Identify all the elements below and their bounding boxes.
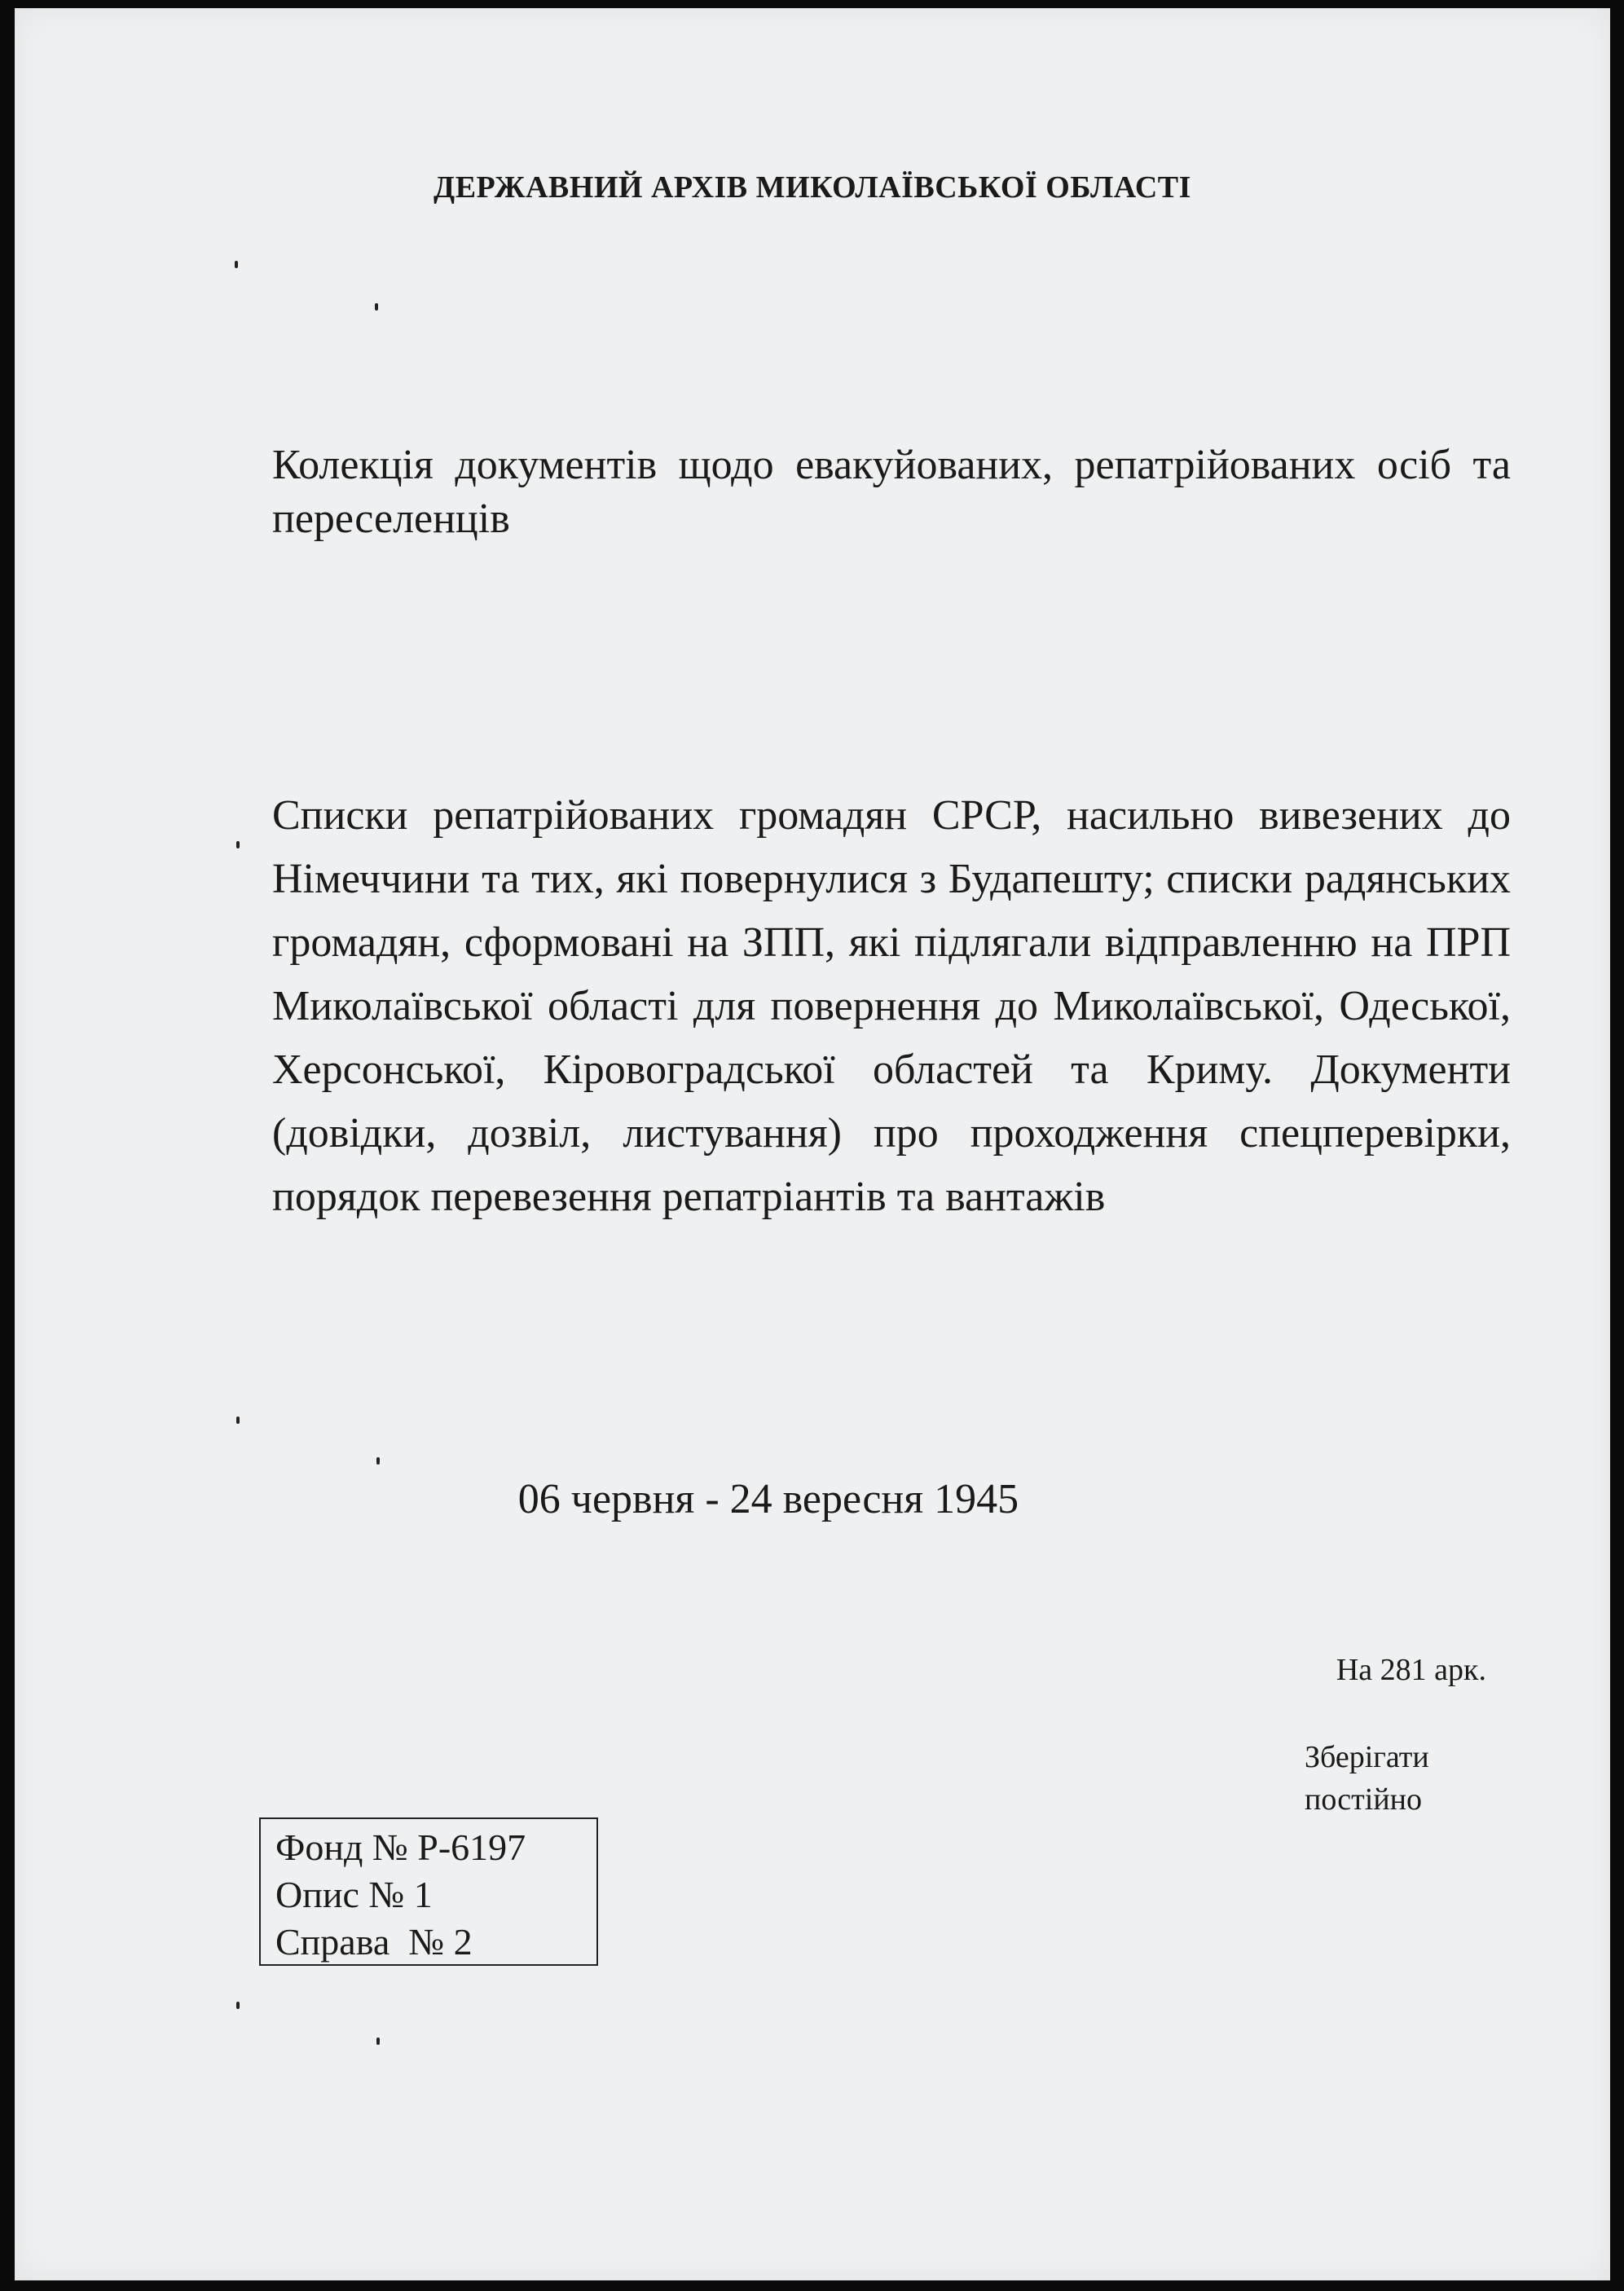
margin-speck <box>235 261 238 268</box>
sprava-number: Справа № 2 <box>275 1921 473 1963</box>
retention-line-1: Зберігати <box>1305 1740 1429 1774</box>
archive-header: ДЕРЖАВНИЙ АРХІВ МИКОЛАЇВСЬКОЇ ОБЛАСТІ <box>434 170 1191 205</box>
margin-speck <box>376 1457 380 1465</box>
opys-number: Опис № 1 <box>275 1874 433 1915</box>
margin-speck <box>375 303 378 311</box>
margin-speck <box>236 2002 240 2009</box>
margin-speck <box>236 1416 240 1424</box>
retention-line-2: постійно <box>1305 1782 1422 1817</box>
date-range: 06 червня - 24 вересня 1945 <box>517 1476 1019 1522</box>
margin-speck <box>376 2038 380 2045</box>
collection-title: Колекція документів щодо евакуйованих, репатрійованих осіб та переселенців <box>272 442 1511 542</box>
margin-speck <box>236 841 240 848</box>
archive-reference-box <box>259 1817 598 1966</box>
retention-note <box>1305 1736 1429 1821</box>
sheet-count: На 281 арк. <box>1336 1653 1486 1687</box>
file-description: Списки репатрійованих громадян СРСР, насильно вивезених до Німеччини та тих, які повернулися з Будапешту; списки радянських громадян, сформовані на ЗПП, які підлягали відправленню на ПРП Миколаївської області для повернення до Миколаївської, Одеської, Херсонської, Кіровоградської областей та Криму. Документи (довідки, дозвіл, листування) про проходження спецперевірки, порядок перевезення репатріантів та вантажів <box>272 792 1511 1220</box>
document-page <box>15 8 1610 2280</box>
fond-number: Фонд № Р-6197 <box>275 1826 526 1868</box>
